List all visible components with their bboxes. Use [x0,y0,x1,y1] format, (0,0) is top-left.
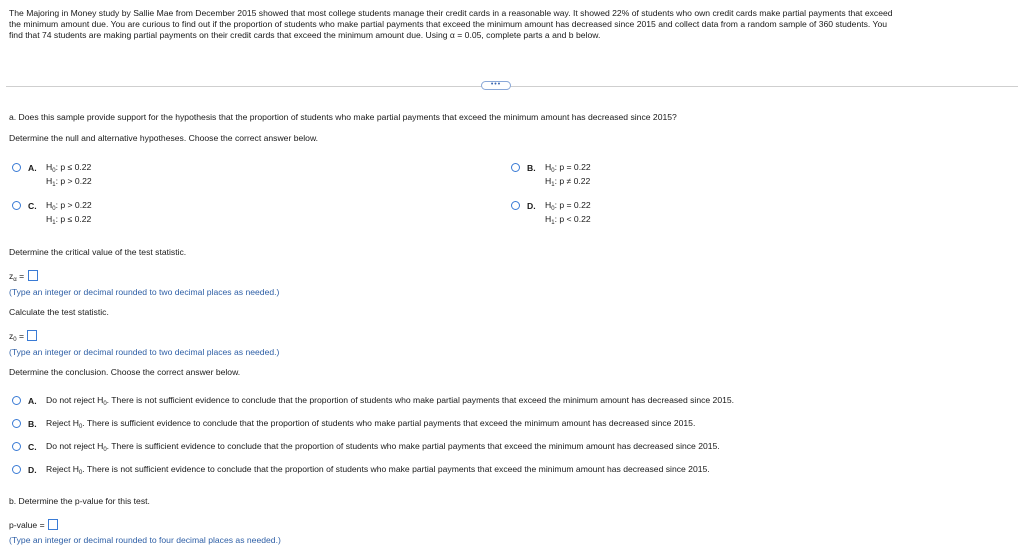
section-divider [6,86,1018,87]
radio-hypothesis-a[interactable] [12,163,21,172]
pvalue-hint: (Type an integer or decimal rounded to four decimal places as needed.) [9,535,281,545]
critical-value-prompt: Determine the critical value of the test statistic. [9,247,187,257]
hypotheses-instruction: Determine the null and alternative hypotheses. Choose the correct answer below. [9,133,319,143]
radio-hypothesis-d[interactable] [511,201,520,210]
z0-answer-box[interactable] [27,330,37,341]
radio-conclusion-c[interactable] [12,442,21,451]
null-hypothesis: $H_0$: p ≤ 0.22 [46,162,92,174]
more-options-button[interactable]: ••• [481,81,511,90]
option-letter: C. [28,201,37,211]
pvalue-row: p-value = [9,519,58,531]
intro-line-2: the minimum amount due. You are curious to find out if the proportion of students who make partial payments that exceed the minimum amount has decreased since 2015 and collect data from a random sample of 360 students. You [9,19,888,29]
z-alpha-answer-box[interactable] [28,270,38,281]
alternative-hypothesis: $H_1$: p > 0.22 [46,176,92,188]
option-letter: A. [28,396,37,406]
option-letter: B. [28,419,37,429]
radio-hypothesis-c[interactable] [12,201,21,210]
radio-conclusion-a[interactable] [12,396,21,405]
conclusion-text: Reject $H_0$. There is sufficient evidence to conclude that the proportion of students who make partial payments that exceed the minimum amount has decreased since 2015. [46,418,696,430]
alternative-hypothesis: $H_1$: p ≤ 0.22 [46,214,92,226]
alternative-hypothesis: $H_1$: p < 0.22 [545,214,591,226]
conclusion-text: Do not reject $H_0$. There is sufficient evidence to conclude that the proportion of students who make partial payments that exceed the minimum amount has decreased since 2015. [46,441,720,453]
pvalue-answer-box[interactable] [48,519,58,530]
alternative-hypothesis: $H_1$: p ≠ 0.22 [545,176,591,188]
null-hypothesis: $H_0$: p = 0.22 [545,162,591,174]
option-letter: B. [527,163,536,173]
part-a-question: a. Does this sample provide support for the hypothesis that the proportion of students who make partial payments that exceed the minimum amount has decreased since 2015? [9,112,677,122]
z-alpha-row: $z_\alpha$ = [9,270,38,286]
option-letter: D. [527,201,536,211]
radio-conclusion-b[interactable] [12,419,21,428]
z0-hint: (Type an integer or decimal rounded to two decimal places as needed.) [9,347,280,357]
option-letter: C. [28,442,37,452]
part-b-question: b. Determine the p-value for this test. [9,496,150,506]
conclusion-prompt: Determine the conclusion. Choose the correct answer below. [9,367,241,377]
z-alpha-hint: (Type an integer or decimal rounded to two decimal places as needed.) [9,287,280,297]
intro-line-1: The Majoring in Money study by Sallie Mae from December 2015 showed that most college students manage their credit cards in a reasonable way. It showed 22% of students who own credit cards make partial payments that exceed [9,8,893,18]
null-hypothesis: $H_0$: p > 0.22 [46,200,92,212]
conclusion-text: Do not reject $H_0$. There is not sufficient evidence to conclude that the proportion of students who make partial payments that exceed the minimum amount has decreased since 2015. [46,395,735,407]
test-statistic-prompt: Calculate the test statistic. [9,307,109,317]
radio-conclusion-d[interactable] [12,465,21,474]
option-letter: D. [28,465,37,475]
intro-line-3: find that 74 students are making partial payments on their credit cards that exceed the minimum amount due. Using α = 0.05, complete parts a and b below. [9,30,601,40]
option-letter: A. [28,163,37,173]
conclusion-text: Reject $H_0$. There is not sufficient evidence to conclude that the proportion of students who make partial payments that exceed the minimum amount has decreased since 2015. [46,464,710,476]
radio-hypothesis-b[interactable] [511,163,520,172]
z0-row: $z_0$ = [9,330,37,346]
null-hypothesis: $H_0$: p = 0.22 [545,200,591,212]
